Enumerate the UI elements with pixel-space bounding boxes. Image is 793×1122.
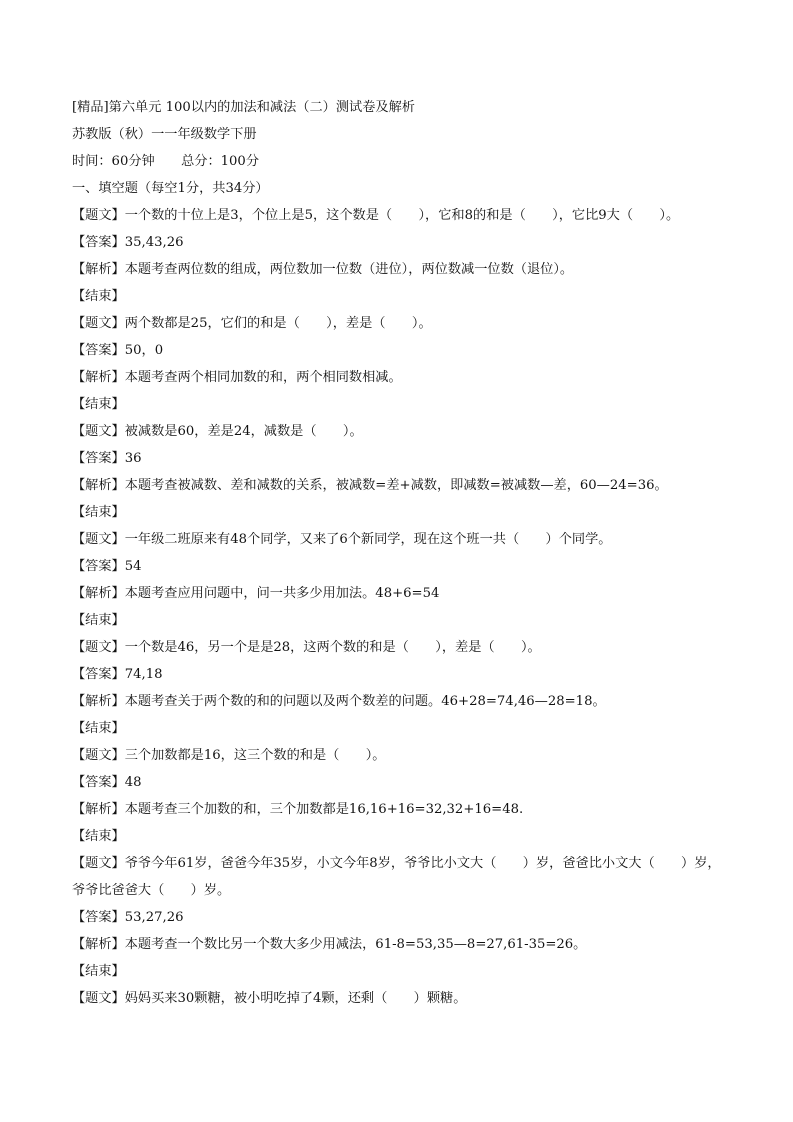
document-subtitle: 苏教版（秋）一一年级数学下册 xyxy=(72,127,257,142)
question-3: 【题文】被减数是60，差是24，减数是（ ）。 xyxy=(72,424,363,439)
explanation-6: 【解析】本题考查三个加数的和，三个加数都是16,16+16=32,32+16=48. xyxy=(72,802,524,817)
explanation-4: 【解析】本题考查应用问题中，问一共多少用加法。48+6=54 xyxy=(72,586,440,601)
answer-1: 【答案】35,43,26 xyxy=(72,235,184,250)
explanation-1: 【解析】本题考查两位数的组成，两位数加一位数（进位），两位数减一位数（退位）。 xyxy=(72,262,574,277)
answer-5: 【答案】74,18 xyxy=(72,667,163,682)
end-marker-5: 【结束】 xyxy=(72,721,125,736)
end-marker-3: 【结束】 xyxy=(72,505,125,520)
question-2: 【题文】两个数都是25，它们的和是（ ），差是（ ）。 xyxy=(72,316,432,331)
explanation-7: 【解析】本题考查一个数比另一个数大多少用减法，61-8=53,35—8=27,61-35=26。 xyxy=(72,937,587,952)
end-marker-4: 【结束】 xyxy=(72,613,125,628)
question-6: 【题文】三个加数都是16，这三个数的和是（ ）。 xyxy=(72,748,386,763)
end-marker-1: 【结束】 xyxy=(72,289,125,304)
answer-3: 【答案】36 xyxy=(72,451,142,466)
end-marker-6: 【结束】 xyxy=(72,829,125,844)
answer-2: 【答案】50，0 xyxy=(72,343,164,358)
explanation-2: 【解析】本题考查两个相同加数的和，两个相同数相减。 xyxy=(72,370,402,385)
document-title: [精品]第六单元 100以内的加法和减法（二）测试卷及解析 xyxy=(72,100,415,115)
answer-4: 【答案】54 xyxy=(72,559,142,574)
question-8: 【题文】妈妈买来30颗糖，被小明吃掉了4颗，还剩（ ）颗糖。 xyxy=(72,991,467,1006)
explanation-3: 【解析】本题考查被减数、差和减数的关系，被减数=差+减数，即减数=被减数—差，60—24=36。 xyxy=(72,478,668,493)
question-5: 【题文】一个数是46，另一个是是28，这两个数的和是（ ），差是（ ）。 xyxy=(72,640,541,655)
time-and-score: 时间：60分钟 总分：100分 xyxy=(72,154,260,169)
end-marker-2: 【结束】 xyxy=(72,397,125,412)
end-marker-7: 【结束】 xyxy=(72,964,125,979)
answer-6: 【答案】48 xyxy=(72,775,142,790)
section-title: 一、填空题（每空1分，共34分） xyxy=(72,181,269,196)
question-7: 【题文】爷爷今年61岁，爸爸今年35岁，小文今年8岁，爷爷比小文大（ ）岁，爸爸比小文大（ ）岁，爷爷比爸爸大（ ）岁。 xyxy=(72,856,721,898)
question-1: 【题文】一个数的十位上是3，个位上是5，这个数是（ ），它和8的和是（ ），它比9大（ ）。 xyxy=(72,208,680,223)
answer-7: 【答案】53,27,26 xyxy=(72,910,184,925)
explanation-5: 【解析】本题考查关于两个数的和的问题以及两个数差的问题。46+28=74,46—28=18。 xyxy=(72,694,606,709)
question-4: 【题文】一年级二班原来有48个同学，又来了6个新同学，现在这个班一共（ ）个同学。 xyxy=(72,532,612,547)
document-page xyxy=(72,94,732,1012)
